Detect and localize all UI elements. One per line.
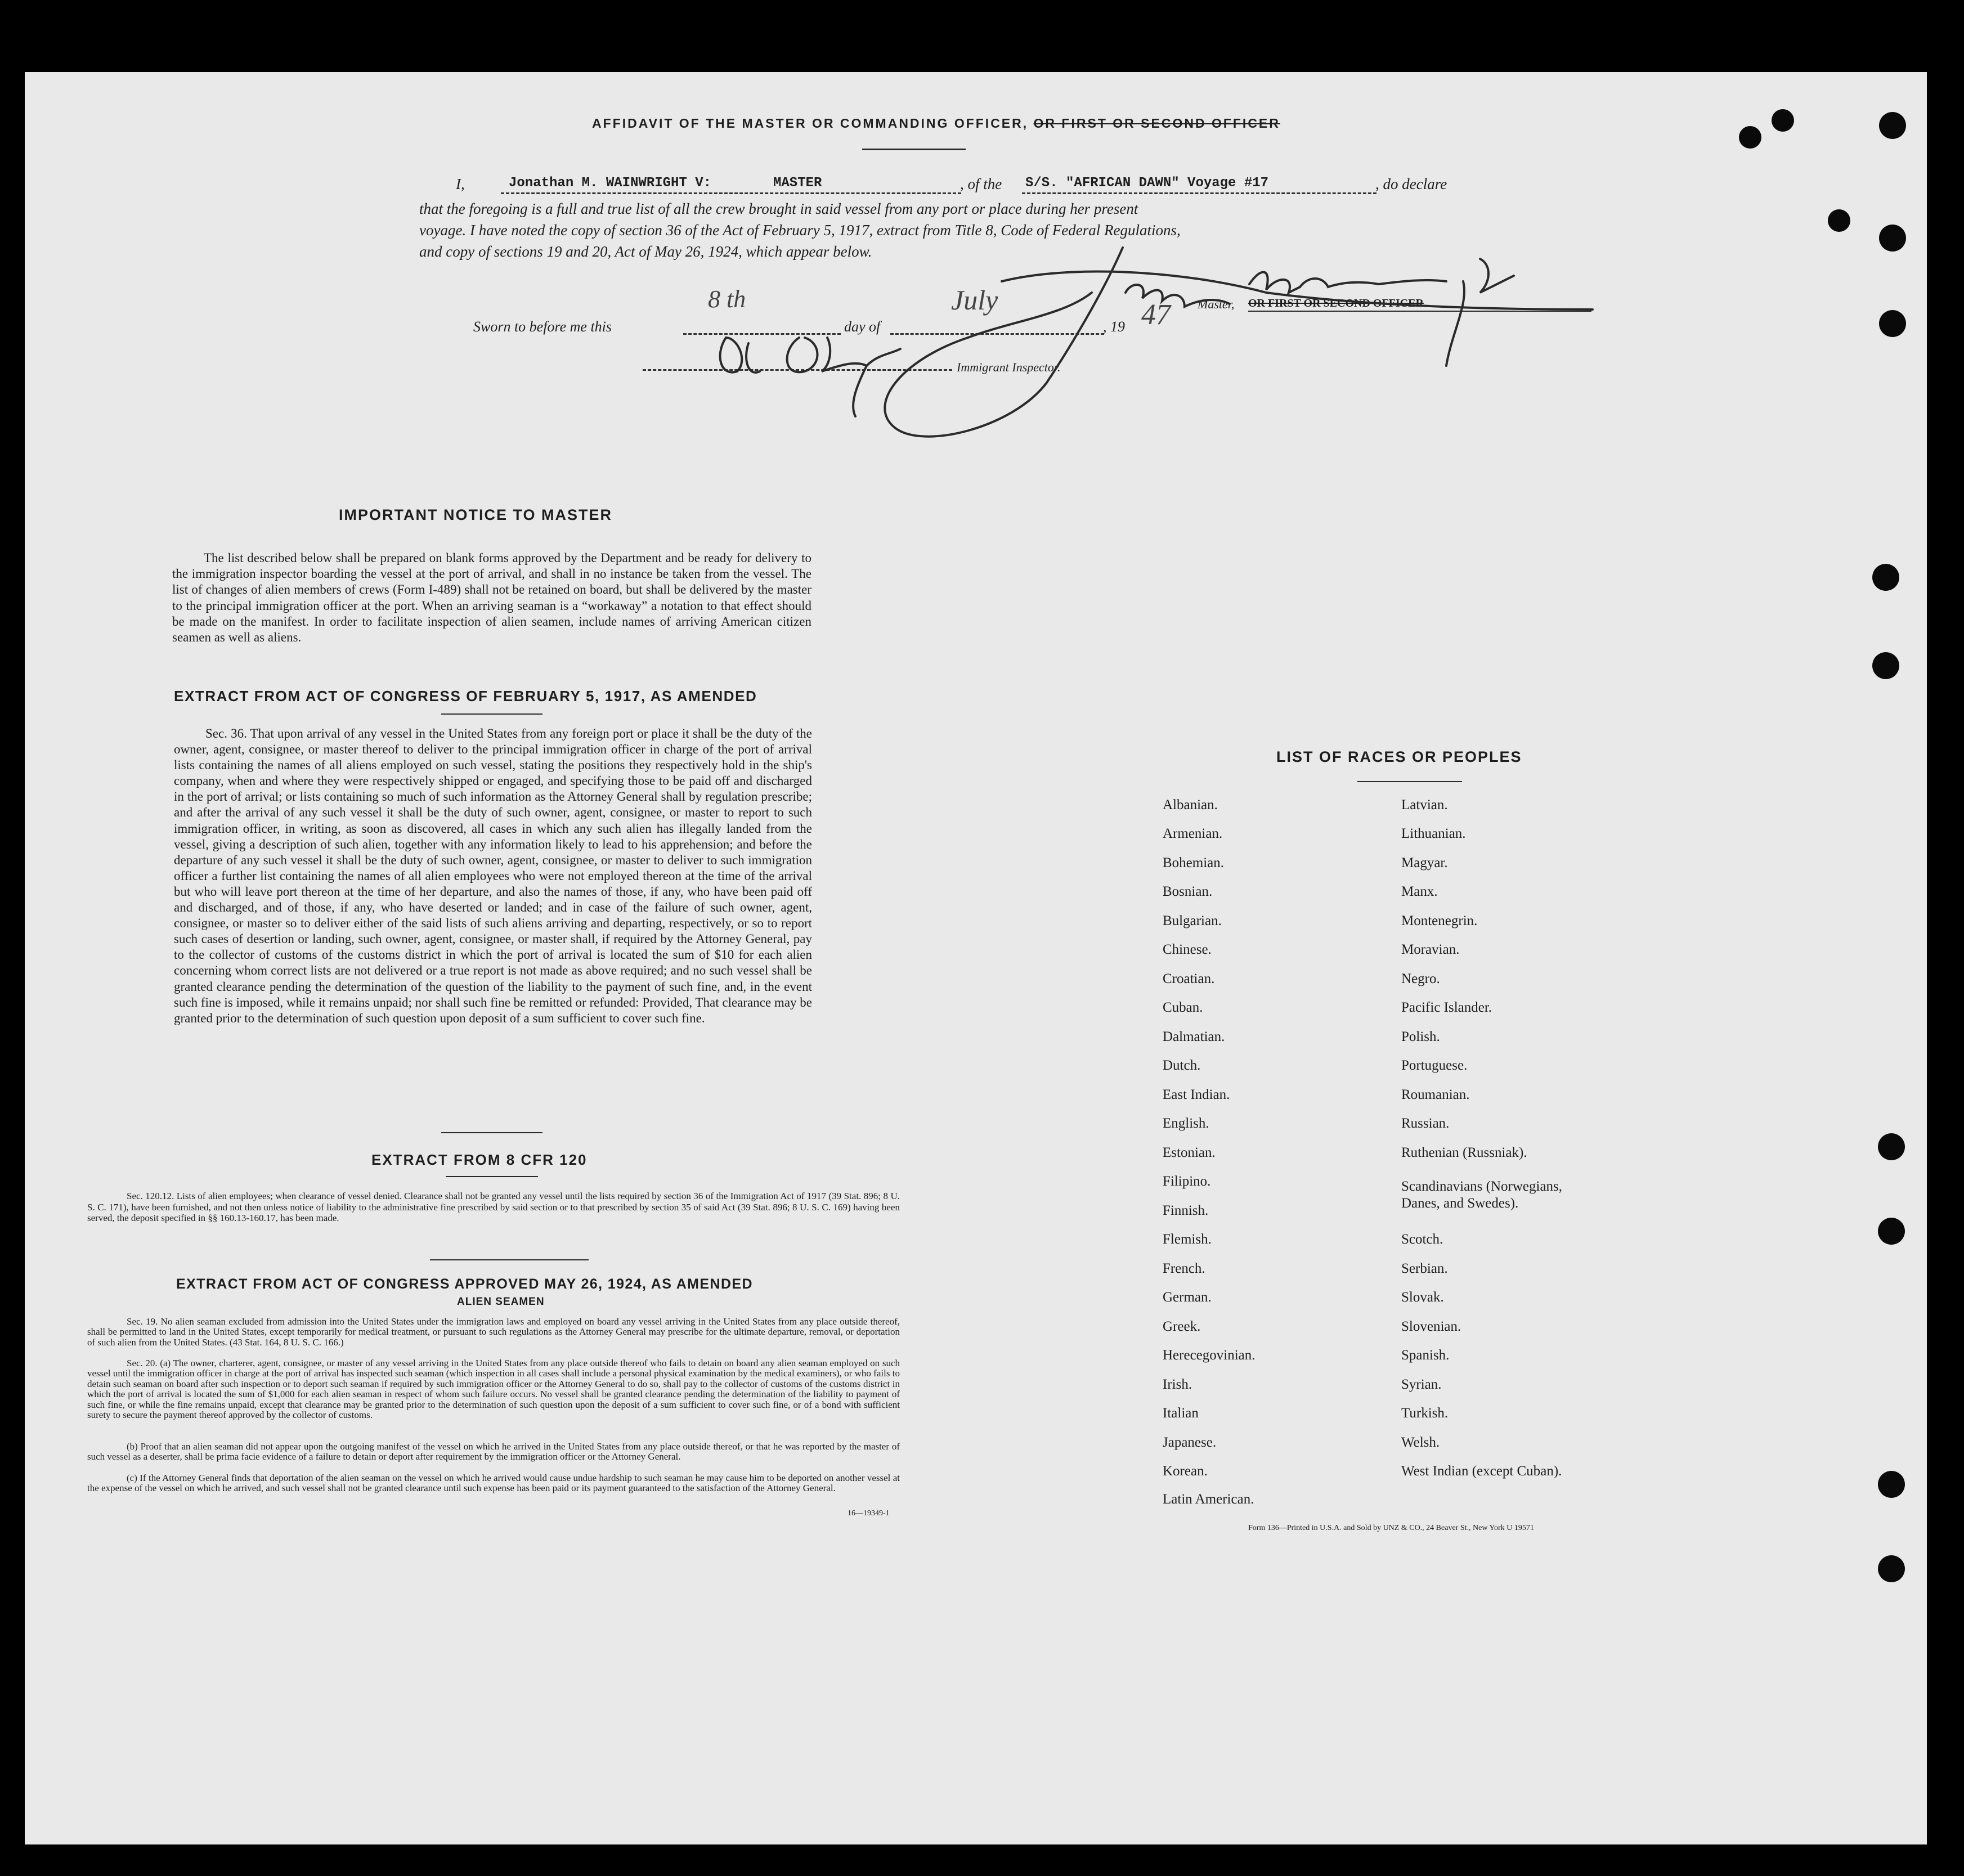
race-item: Filipino. — [1163, 1174, 1211, 1189]
race-item: Latvian. — [1401, 797, 1448, 813]
race-item: Croatian. — [1163, 971, 1215, 986]
month-blank-line — [890, 333, 1104, 335]
master-rank-typed: MASTER — [773, 176, 822, 191]
extract-1917-title: EXTRACT FROM ACT OF CONGRESS OF FEBRUARY 5, 1917, AS AMENDED — [174, 688, 757, 704]
year-prefix: , 19 — [1103, 318, 1125, 335]
affidavit-title-text: AFFIDAVIT OF THE MASTER OR COMMANDING OFFICER, — [592, 116, 1029, 131]
master-name-typed: Jonathan M. WAINWRIGHT V: — [509, 176, 712, 191]
race-item: Herecegovinian. — [1163, 1348, 1255, 1363]
extract-8cfr-text: Sec. 120.12. Lists of alien employees; when clearance of vessel denied. Clearance shall not be granted any vessel until the lists required by section 36 of the Immigration Act of 1917 (39 Stat. 896; 8 U. S. C. 171), have been furnished, and not then unless notice of liability to the administrative fine prescribed by said section or to that prescribed by section 35 of said Act (39 Stat. 896; 8 U. S. C. 169) having been served, the deposit specified in §§ 160.13-160.17, has been made. — [87, 1191, 900, 1223]
day-blank-line — [683, 333, 841, 335]
handwritten-year: 47 — [1141, 299, 1171, 331]
race-item: Portuguese. — [1401, 1058, 1468, 1073]
punch-hole — [1878, 1218, 1905, 1245]
race-item: Syrian. — [1401, 1377, 1442, 1392]
race-item: Greek. — [1163, 1319, 1201, 1334]
notice-text: The list described below shall be prepared on blank forms approved by the Department and be ready for delivery to the immigration inspector boarding the vessel at the port of arrival, and shall in no instance be taken from the vessel. The list of changes of alien members of crews (Form I-489) shall not be retained on board, but shall be delivered by the master to the principal immigration officer at the port. When an arriving seaman is a “workaway” a notation to that effect should be made on the manifest. In order to facilitate inspection of alien seamen, include names of arriving American citizen seamen as well as aliens. — [172, 551, 811, 645]
race-item: Flemish. — [1163, 1232, 1212, 1247]
punch-hole — [1828, 209, 1850, 232]
race-item: Albanian. — [1163, 797, 1218, 813]
race-item: Scotch. — [1401, 1232, 1443, 1247]
race-item: Ruthenian (Russniak). — [1401, 1145, 1527, 1160]
form-code: 16—19349-1 — [848, 1509, 890, 1518]
race-item: Pacific Islander. — [1401, 1000, 1492, 1015]
vessel-blank-line — [1022, 192, 1376, 194]
section-divider — [446, 1176, 538, 1177]
race-item: Dutch. — [1163, 1058, 1201, 1073]
name-blank-line — [501, 192, 961, 194]
punch-hole — [1878, 1471, 1905, 1498]
punch-hole — [1772, 109, 1794, 132]
race-item: Roumanian. — [1401, 1087, 1470, 1102]
affidavit-title-struck: OR FIRST OR SECOND OFFICER — [1033, 116, 1280, 131]
affidavit-body-line: and copy of sections 19 and 20, Act of May 26, 1924, which appear below. — [419, 243, 872, 260]
race-item: Scandinavians (Norwegians, Danes, and Swedes). — [1401, 1179, 1563, 1211]
affidavit-body-line: that the foregoing is a full and true list of all the crew brought in said vessel from any port or place during her present — [419, 200, 1138, 217]
affidavit-title — [592, 116, 1280, 131]
sec20a-text: Sec. 20. (a) The owner, charterer, agent, consignee, or master of any vessel arriving in the United States from any place outside thereof who fails to detain on board any alien seaman employed on such vessel until the immigration officer in charge at the port of arrival has inspected such seaman (which inspection in all cases shall include a personal physical examination by the medical examiners), or who fails to detain such seaman on board after such inspection or to deport such seaman if required by such immigration officer or the Attorney General to do so, shall pay to the collector of customs of the customs district in which the port of arrival is located the sum of $1,000 for each alien seaman in respect of whom such failure occurs. No vessel shall be granted clearance pending the determination of the liability to payment of such fine, or while the fine remains unpaid, except that clearance may be granted prior to the determination of such question upon the deposit of a sum sufficient to cover such fine, or of a bond with sufficient surety to secure the payment thereof approved by the collector of customs. — [87, 1358, 900, 1421]
printer-footer: Form 136—Printed in U.S.A. and Sold by UNZ & CO., 24 Beaver St., New York U 19571 — [1248, 1524, 1534, 1532]
race-item: Armenian. — [1163, 826, 1223, 841]
race-item: Spanish. — [1401, 1348, 1450, 1363]
race-item: Moravian. — [1401, 942, 1460, 957]
section-divider — [430, 1259, 589, 1260]
punch-hole — [1739, 126, 1761, 149]
races-title: LIST OF RACES OR PEOPLES — [1276, 748, 1522, 765]
punch-hole — [1879, 112, 1906, 139]
sec19-text: Sec. 19. No alien seaman excluded from admission into the United States under the immigration laws and employed on board any vessel arriving in the United States from any place outside thereof, shall be permitted to land in the United States, except temporarily for medical treatment, or pursuant to such regulations as the Attorney General may prescribe for the ultimate departure, removal, or deportation of such alien from the United States. (43 Stat. 164, 8 U. S. C. 166.) — [87, 1316, 900, 1348]
inspector-blank-line — [643, 369, 952, 371]
race-item: Chinese. — [1163, 942, 1212, 957]
race-item: Serbian. — [1401, 1261, 1448, 1276]
race-item: Manx. — [1401, 884, 1438, 899]
punch-hole — [1872, 652, 1899, 679]
race-item: Slovenian. — [1401, 1319, 1461, 1334]
punch-hole — [1879, 225, 1906, 252]
title-underline — [862, 149, 966, 150]
race-item: Lithuanian. — [1401, 826, 1466, 841]
of-the-label: , of the — [960, 176, 1002, 192]
race-item: Negro. — [1401, 971, 1440, 986]
sec20b-text: (b) Proof that an alien seaman did not appear upon the outgoing manifest of the vessel on which he arrived in the United States from any place outside thereof, or that he was reported by the master of such vessel as a deserter, shall be prima facie evidence of a failure to detain or deport after requirement by the immigration officer or the Attorney General. — [87, 1441, 900, 1462]
master-struck-officer: OR FIRST OR SECOND OFFICER — [1248, 297, 1424, 309]
race-item: Bulgarian. — [1163, 913, 1222, 928]
race-item: Bosnian. — [1163, 884, 1213, 899]
master-signature-line — [1248, 311, 1591, 312]
race-item: Finnish. — [1163, 1203, 1209, 1218]
affidavit-i: I, — [456, 176, 465, 192]
race-item: Japanese. — [1163, 1435, 1217, 1450]
race-item: Cuban. — [1163, 1000, 1203, 1015]
race-item: English. — [1163, 1116, 1209, 1131]
punch-hole — [1872, 564, 1899, 591]
punch-hole — [1878, 1133, 1905, 1160]
race-item: Welsh. — [1401, 1435, 1440, 1450]
punch-hole — [1878, 1555, 1905, 1582]
race-item: Estonian. — [1163, 1145, 1216, 1160]
race-item: Russian. — [1401, 1116, 1450, 1131]
master-label: Master, — [1198, 297, 1235, 311]
race-item: Slovak. — [1401, 1290, 1444, 1305]
race-item: Polish. — [1401, 1029, 1440, 1044]
race-item: West Indian (except Cuban). — [1401, 1464, 1562, 1479]
race-item: Latin American. — [1163, 1492, 1254, 1507]
inspector-label: Immigrant Inspector. — [957, 360, 1061, 374]
race-item: German. — [1163, 1290, 1212, 1305]
extract-1917-text: Sec. 36. That upon arrival of any vessel in the United States from any foreign port or place it shall be the duty of the owner, agent, consignee, or master thereof to deliver to the principal immigration officer in charge of the port of arrival lists containing the names of all aliens employed on such vessel, stating the positions they respectively hold in the ship's company, when and where they were respectively shipped or engaged, and specifying those to be paid off and discharged in the port of arrival; or lists containing so much of such information as the Attorney General shall by regulation prescribe; and after the arrival of any such vessel it shall be the duty of such owner, agent, consignee, or master to report to such immigration officer, in writing, as soon as discovered, all cases in which any such alien has illegally landed from the vessel, giving a description of such alien, together with any information likely to lead to his apprehension; and before the departure of any such vessel it shall be the duty of such owner, agent, consignee, or master to deliver to such immigration officer a further list containing the names of all alien employees who were not employed thereon at the time of the arrival but who will leave port thereon at the time of her departure, and also the names of those, if any, who have been paid off and discharged, and of those, if any, who have deserted or landed; and in case of the failure of such owner, agent, consignee, or master so to deliver either of the said lists of such aliens arriving and departing, respectively, or so to report such cases of desertion or landing, such owner, agent, consignee, or master shall, if required by the Attorney General, pay to the collector of customs of the customs district in which the port of arrival is located the sum of $10 for each alien concerning whom correct lists are not delivered or a true report is not made as above required; and no such vessel shall be granted clearance pending the determination of the question of the liability to the payment of such fine, and, in the event such fine is imposed, while it remains unpaid; nor shall such fine be remitted or refunded: Provided, That clearance may be granted prior to the determination of such question upon deposit of a sum sufficient to cover such fine. — [174, 726, 812, 1025]
race-item: Bohemian. — [1163, 855, 1225, 870]
vessel-name-typed: S/S. "AFRICAN DAWN" Voyage #17 — [1025, 176, 1269, 191]
race-item: East Indian. — [1163, 1087, 1230, 1102]
extract-1924-title: EXTRACT FROM ACT OF CONGRESS APPROVED MAY 26, 1924, AS AMENDED — [176, 1276, 753, 1292]
notice-title: IMPORTANT NOTICE TO MASTER — [339, 506, 612, 523]
race-item: French. — [1163, 1261, 1205, 1276]
race-item: Korean. — [1163, 1464, 1208, 1479]
alien-seamen-subtitle: ALIEN SEAMEN — [457, 1296, 545, 1308]
affidavit-body-line: voyage. I have noted the copy of section 36 of the Act of February 5, 1917, extract from Title 8, Code of Federal Regulations, — [419, 222, 1181, 239]
sec20c-text: (c) If the Attorney General finds that deportation of the alien seaman on the vessel on which he arrived would cause undue hardship to such seaman he may cause him to be deported on another vessel at the expense of the vessel on which he arrived, and such vessel shall not be granted clearance until such expense has been paid or its payment guaranteed to the satisfaction of the Attorney General. — [87, 1473, 900, 1494]
day-of-label: day of — [844, 318, 881, 335]
race-item: Irish. — [1163, 1377, 1192, 1392]
section-divider — [441, 1132, 542, 1133]
section-divider — [441, 713, 542, 715]
races-underline — [1357, 781, 1462, 782]
race-item: Turkish. — [1401, 1406, 1449, 1421]
handwritten-month: July — [951, 284, 998, 316]
extract-8cfr-title: EXTRACT FROM 8 CFR 120 — [371, 1151, 588, 1168]
race-item: Montenegrin. — [1401, 913, 1478, 928]
do-declare-label: , do declare — [1375, 176, 1447, 192]
race-item: Magyar. — [1401, 855, 1448, 870]
punch-hole — [1879, 310, 1906, 337]
handwritten-day: 8 th — [708, 285, 746, 313]
race-item: Italian — [1163, 1406, 1199, 1421]
sworn-label: Sworn to before me this — [473, 318, 612, 335]
race-item: Dalmatian. — [1163, 1029, 1225, 1044]
